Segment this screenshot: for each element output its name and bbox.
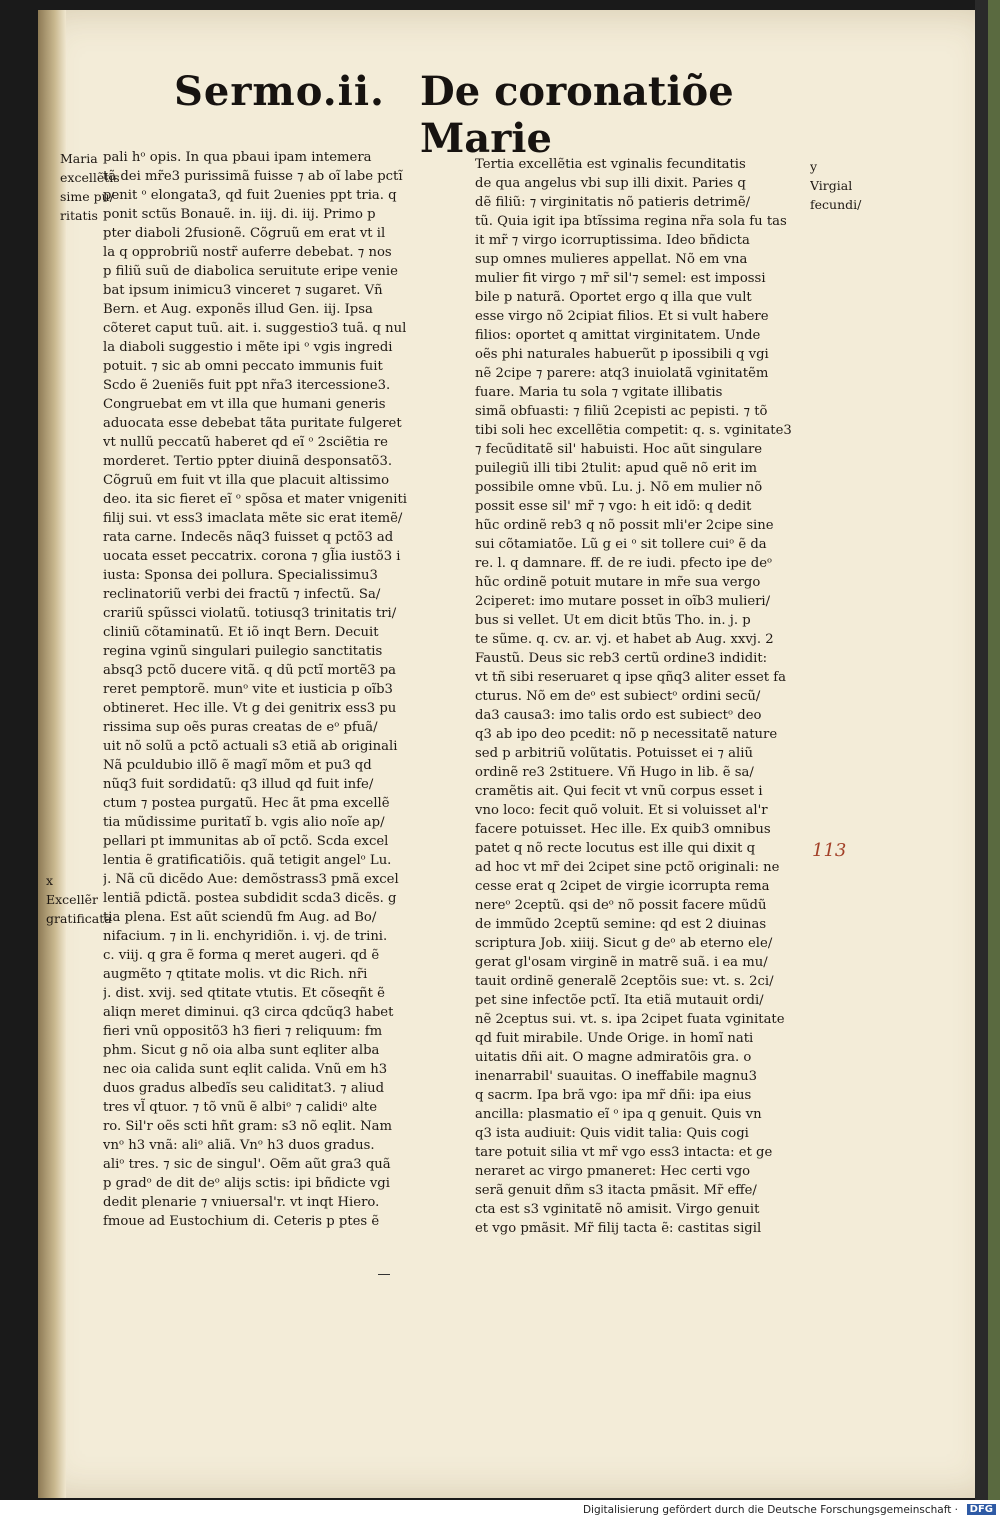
- text-line: nereᵒ 2ceptũ. qsi deᵒ nõ possit facere mũdũ: [475, 898, 767, 913]
- gloss-line: excellẽtis: [60, 170, 120, 185]
- text-line: esse virgo nõ 2cipiat filios. Et si vult habere: [475, 309, 769, 324]
- text-line: bat ipsum inimicu3 vinceret ⁊ sugaret. Vñ: [103, 283, 383, 298]
- text-line: puilegiũ illi tibi 2tulit: apud quẽ nõ erit im: [475, 461, 758, 476]
- text-line: la q opprobriũ nostr̃ auferre debebat. ⁊ nos: [103, 245, 392, 260]
- text-line: inenarrabil' suauitas. O ineffabile magnu3: [475, 1069, 757, 1084]
- text-line: neraret ac virgo pmaneret: Hec certi vgo: [475, 1164, 751, 1179]
- gloss-line: Virgial: [810, 178, 853, 193]
- text-line: obtineret. Hec ille. Vt g dei genitrix ess3 pu: [103, 701, 397, 716]
- running-head-title: De coronatiõe Marie: [420, 68, 734, 162]
- text-line: aliᵒ tres. ⁊ sic de singul'. Oẽm aũt gra3 quã: [103, 1157, 391, 1172]
- text-line: vnᵒ h3 vnã: aliᵒ aliã. Vnᵒ h3 duos gradus.: [103, 1138, 375, 1153]
- text-line: ancilla: plasmatio eĩ ᵒ ipa q genuit. Quis vn: [475, 1107, 762, 1122]
- digitization-footer: [0, 1500, 1000, 1520]
- text-line: nẽ 2ceptus sui. vt. s. ipa 2cipet fuata vginitate: [475, 1012, 785, 1027]
- text-line: facere potuisset. Hec ille. Ex quib3 omnibus: [475, 822, 771, 837]
- text-line: augmẽto ⁊ qtitate molis. vt dic Rich. nr̃i: [103, 967, 368, 982]
- text-line: fieri vnũ oppositõ3 h3 fieri ⁊ reliquum: fm: [103, 1024, 383, 1039]
- text-line: vno loco: fecit quõ voluit. Et si voluisset al'r: [475, 803, 768, 818]
- text-line: tres vl̃ qtuor. ⁊ tõ vnũ ẽ albiᵒ ⁊ calidiᵒ alte: [103, 1100, 377, 1115]
- text-line: ponit sctũs Bonauẽ. in. iij. di. iij. Primo p: [103, 207, 376, 222]
- text-line: tibi soli hec excellẽtia competit: q. s. vginitate3: [475, 423, 792, 438]
- spine-edge: [38, 10, 66, 1498]
- footer-credit: Digitalisierung gefördert durch die Deutsche Forschungsgemeinschaft ·: [582, 1504, 958, 1516]
- text-line: potuit. ⁊ sic ab omni peccato immunis fuit: [103, 359, 383, 374]
- text-line: tauit ordinẽ generalẽ 2ceptõis sue: vt. s. 2ci/: [475, 974, 774, 989]
- text-line: cliniũ cõtaminatũ. Et iõ inqt Bern. Decuit: [103, 625, 379, 640]
- text-column-right: [475, 155, 805, 1238]
- text-line: tã dei mr̃e3 purissimã fuisse ⁊ ab oĩ labe pctĩ: [103, 169, 403, 184]
- text-line: Nã pculdubio illõ ẽ magĩ mõm et pu3 qd: [103, 758, 372, 773]
- text-line: deo. ita sic fieret eĩ ᵒ spõsa et mater vnigeniti: [103, 492, 408, 507]
- text-line: regina vginũ singulari puilegio sanctitatis: [103, 644, 383, 659]
- text-line: nec oia calida sunt eqlit calida. Vnũ em h3: [103, 1062, 388, 1077]
- text-line: de immũdo 2ceptũ semine: qd est 2 diuinas: [475, 917, 767, 932]
- text-line: bile p naturã. Oportet ergo q illa que vult: [475, 290, 752, 305]
- text-line: fmoue ad Eustochium di. Ceteris p ptes ẽ: [103, 1214, 380, 1229]
- text-line: mulier fit virgo ⁊ mr̃ sil'⁊ semel: est impossi: [475, 271, 766, 286]
- text-line: qd fuit mirabile. Unde Orige. in homĩ nati: [475, 1031, 754, 1046]
- text-line: re. l. q damnare. ff. de re iudi. pfecto ipe deᵒ: [475, 556, 773, 571]
- text-line: gerat gl'osam virginẽ in matrẽ suã. i ea mu/: [475, 955, 768, 970]
- text-line: filios: oportet q amittat virginitatem. Unde: [475, 328, 761, 343]
- text-column-left: [103, 148, 455, 1231]
- text-line: vt tñ sibi reseruaret q ipse qñq3 aliter esset fa: [475, 670, 786, 685]
- text-line: p gradᵒ de dit deᵒ alijs sctis: ipi bñdicte vgi: [103, 1176, 390, 1191]
- text-line: cta est s3 vginitatẽ nõ amisit. Virgo genuit: [475, 1202, 760, 1217]
- dfg-logo: DFG: [967, 1504, 996, 1515]
- gloss-line: Maria: [60, 151, 98, 166]
- text-line: nifacium. ⁊ in li. enchyridiõn. i. vj. de trini.: [103, 929, 388, 944]
- text-line: Bern. et Aug. exponẽs illud Gen. iij. Ipsa: [103, 302, 373, 317]
- text-line: possibile omne vbũ. Lu. j. Nõ em mulier nõ: [475, 480, 763, 495]
- page-dash-mark: [378, 1274, 390, 1275]
- text-line: uocata esset peccatrix. corona ⁊ gl̃ia iustõ3 i: [103, 549, 401, 564]
- text-line: te sũme. q. cv. ar. vj. et habet ab Aug. xxvj. 2: [475, 632, 774, 647]
- gloss-line: x: [46, 873, 54, 888]
- gloss-line: sime pu/: [60, 189, 114, 204]
- text-line: reclinatoriũ verbi dei fractũ ⁊ infectũ. Sa/: [103, 587, 381, 602]
- text-line: ad hoc vt mr̃ dei 2cipet sine pctõ originali: ne: [475, 860, 780, 875]
- text-line: q3 ab ipo deo pcedit: nõ p necessitatẽ nature: [475, 727, 778, 742]
- text-line: bus si vellet. Ut em dicit btũs Tho. in. j. p: [475, 613, 751, 628]
- text-line: ro. Sil'r oẽs scti hñt gram: s3 nõ eqlit. Nam: [103, 1119, 393, 1134]
- text-line: cõteret caput tuũ. ait. i. suggestio3 tuã. q nul: [103, 321, 407, 336]
- text-line: la diaboli suggestio i mẽte ipi ᵒ vgis ingredi: [103, 340, 393, 355]
- text-line: morderet. Tertio ppter diuinã desponsatõ3.: [103, 454, 393, 469]
- text-line: da3 causa3: imo talis ordo est subiectᵒ deo: [475, 708, 762, 723]
- text-line: oẽs phi naturales habuerũt p ipossibili q vgi: [475, 347, 769, 362]
- text-line: sed p arbitriũ volũtatis. Potuisset ei ⁊ aliũ: [475, 746, 753, 761]
- text-line: serã genuit dñm s3 itacta pmãsit. Mr̃ effe/: [475, 1183, 757, 1198]
- text-line: q sacrm. Ipa brã vgo: ipa mr̃ dñi: ipa eius: [475, 1088, 752, 1103]
- text-line: uit nõ solũ a pctõ actuali s3 etiã ab originali: [103, 739, 398, 754]
- text-line: hũc ordinẽ reb3 q nõ possit mli'er 2cipe sine: [475, 518, 774, 533]
- text-line: it mr̃ ⁊ virgo icorruptissima. Ideo bñdicta: [475, 233, 750, 248]
- text-line: vt nullũ peccatũ haberet qd eĩ ᵒ 2sciẽtia re: [103, 435, 388, 450]
- scan-color-strip: [988, 0, 1000, 1500]
- text-line: nẽ 2cipe ⁊ parere: atq3 inuiolatã vginitatẽm: [475, 366, 769, 381]
- text-line: penit ᵒ elongata3, qd fuit 2uenies ppt tria. q: [103, 188, 397, 203]
- text-line: tia mũdissime puritatĩ b. vgis alio noĩe ap/: [103, 815, 385, 830]
- text-line: de qua angelus vbi sup illi dixit. Paries q: [475, 176, 746, 191]
- gloss-line: ritatis: [60, 208, 98, 223]
- text-line: filij sui. vt ess3 imaclata mẽte sic erat itemẽ/: [103, 511, 403, 526]
- text-line: crariũ spũssci violatũ. totiusq3 trinitatis tri/: [103, 606, 397, 621]
- gloss-line: Excellẽr: [46, 892, 98, 907]
- text-line: hũc ordinẽ potuit mutare in mr̃e sua vergo: [475, 575, 761, 590]
- text-line: ⁊ fecũditatẽ sil' habuisti. Hoc aũt singulare: [475, 442, 763, 457]
- text-line: sup omnes mulieres appellat. Nõ em vna: [475, 252, 748, 267]
- text-line: pet sine infectõe pctĩ. Ita etiã mutauit ordi/: [475, 993, 764, 1008]
- text-line: simã obfuasti: ⁊ filiũ 2cepisti ac pepisti. ⁊ tõ: [475, 404, 768, 419]
- text-line: et vgo pmãsit. Mr̃ filij tacta ẽ: castitas sigil: [475, 1221, 762, 1236]
- text-line: Cõgruũ em fuit vt illa que placuit altissimo: [103, 473, 390, 488]
- text-line: rata carne. Indecẽs nãq3 fuisset q pctõ3 ad: [103, 530, 394, 545]
- text-line: tare potuit silia vt mr̃ vgo ess3 intacta: et ge: [475, 1145, 773, 1160]
- text-line: 2ciperet: imo mutare posset in oĩb3 mulieri/: [475, 594, 771, 609]
- text-line: lentia ẽ gratificatiõis. quã tetigit angelᵒ Lu.: [103, 853, 392, 868]
- text-line: q3 ista audiuit: Quis vidit talia: Quis cogi: [475, 1126, 749, 1141]
- text-line: j. dist. xvij. sed qtitate vtutis. Et cõseqñt ẽ: [103, 986, 385, 1001]
- margin-gloss-virginalis: [810, 158, 876, 215]
- gloss-line: y: [810, 159, 818, 174]
- text-line: duos gradus albedĩs seu caliditat3. ⁊ aliud: [103, 1081, 385, 1096]
- text-line: Faustũ. Deus sic reb3 certũ ordine3 indidit:: [475, 651, 768, 666]
- text-line: lentiã pdictã. postea subdidit scda3 dicẽs. g: [103, 891, 397, 906]
- text-line: p filiũ suũ de diabolica seruitute eripe venie: [103, 264, 398, 279]
- text-line: reret pemptorẽ. munᵒ vite et iusticia p oĩb3: [103, 682, 393, 697]
- text-line: possit esse sil' mr̃ ⁊ vgo: h eit idõ: q dedit: [475, 499, 752, 514]
- text-line: Congruebat em vt illa que humani generis: [103, 397, 386, 412]
- text-line: pellari pt immunitas ab oĩ pctõ. Scda excel: [103, 834, 389, 849]
- text-line: sui cõtamiatõe. Lũ g ei ᵒ sit tollere cuiᵒ ẽ da: [475, 537, 767, 552]
- gloss-line: gratificata: [46, 911, 112, 926]
- text-line: cesse erat q 2cipet de virgie icorrupta rema: [475, 879, 770, 894]
- text-line: dedit plenarie ⁊ vniuersal'r. vt inqt Hiero.: [103, 1195, 380, 1210]
- text-line: c. viij. q gra ẽ forma q meret augeri. qd ẽ: [103, 948, 380, 963]
- text-line: uitatis dñi ait. O magne admiratõis gra. o: [475, 1050, 752, 1065]
- text-line: ordinẽ re3 2stituere. Vñ Hugo in lib. ẽ sa/: [475, 765, 754, 780]
- text-line: patet q nõ recte locutus est ille qui dixit q: [475, 841, 756, 856]
- text-line: nũq3 fuit sordidatũ: q3 illud qd fuit infe/: [103, 777, 374, 792]
- text-line: pter diaboli 2fusionẽ. Cõgruũ em erat vt il: [103, 226, 386, 241]
- text-line: dẽ filiũ: ⁊ virginitatis nõ patieris detrimẽ/: [475, 195, 751, 210]
- gloss-line: fecundi/: [810, 197, 862, 212]
- text-line: j. Nã cũ dicẽdo Aue: demõstrass3 pmã excel: [103, 872, 399, 887]
- text-line: Scdo ẽ 2ueniẽs fuit ppt nr̃a3 itercessione3.: [103, 378, 391, 393]
- text-line: iusta: Sponsa dei pollura. Specialissimu3: [103, 568, 378, 583]
- text-line: absq3 pctõ ducere vitã. q dũ pctĩ mortẽ3 pa: [103, 663, 397, 678]
- text-line: rissima sup oẽs puras creatas de eᵒ pfuã/: [103, 720, 378, 735]
- running-head-sermon: Sermo.ii.: [174, 68, 385, 115]
- text-line: aduocata esse debebat tãta puritate fulgeret: [103, 416, 402, 431]
- text-line: tũ. Quia igit ipa btĩssima regina nr̃a sola fu tas: [475, 214, 787, 229]
- text-line: tia plena. Est aũt sciendũ fm Aug. ad Bo/: [103, 910, 377, 925]
- text-line: fuare. Maria tu sola ⁊ vgitate illibatis: [475, 385, 723, 400]
- text-line: phm. Sicut g nõ oia alba sunt eqliter alba: [103, 1043, 380, 1058]
- text-line: Tertia excellẽtia est vginalis fecunditatis: [475, 157, 746, 172]
- text-line: cturus. Nõ em deᵒ est subiectᵒ ordini secũ/: [475, 689, 761, 704]
- text-line: pali hᵒ opis. In qua pbaui ipam intemera: [103, 150, 372, 165]
- text-line: aliqn meret diminui. q3 circa qdcũq3 habet: [103, 1005, 394, 1020]
- handwritten-annotation: 113: [812, 840, 847, 861]
- text-line: scriptura Job. xiiij. Sicut g deᵒ ab eterno ele/: [475, 936, 773, 951]
- text-line: cramẽtis ait. Qui fecit vt vnũ corpus esset i: [475, 784, 763, 799]
- text-line: ctum ⁊ postea purgatũ. Hec ãt pma excellẽ: [103, 796, 390, 811]
